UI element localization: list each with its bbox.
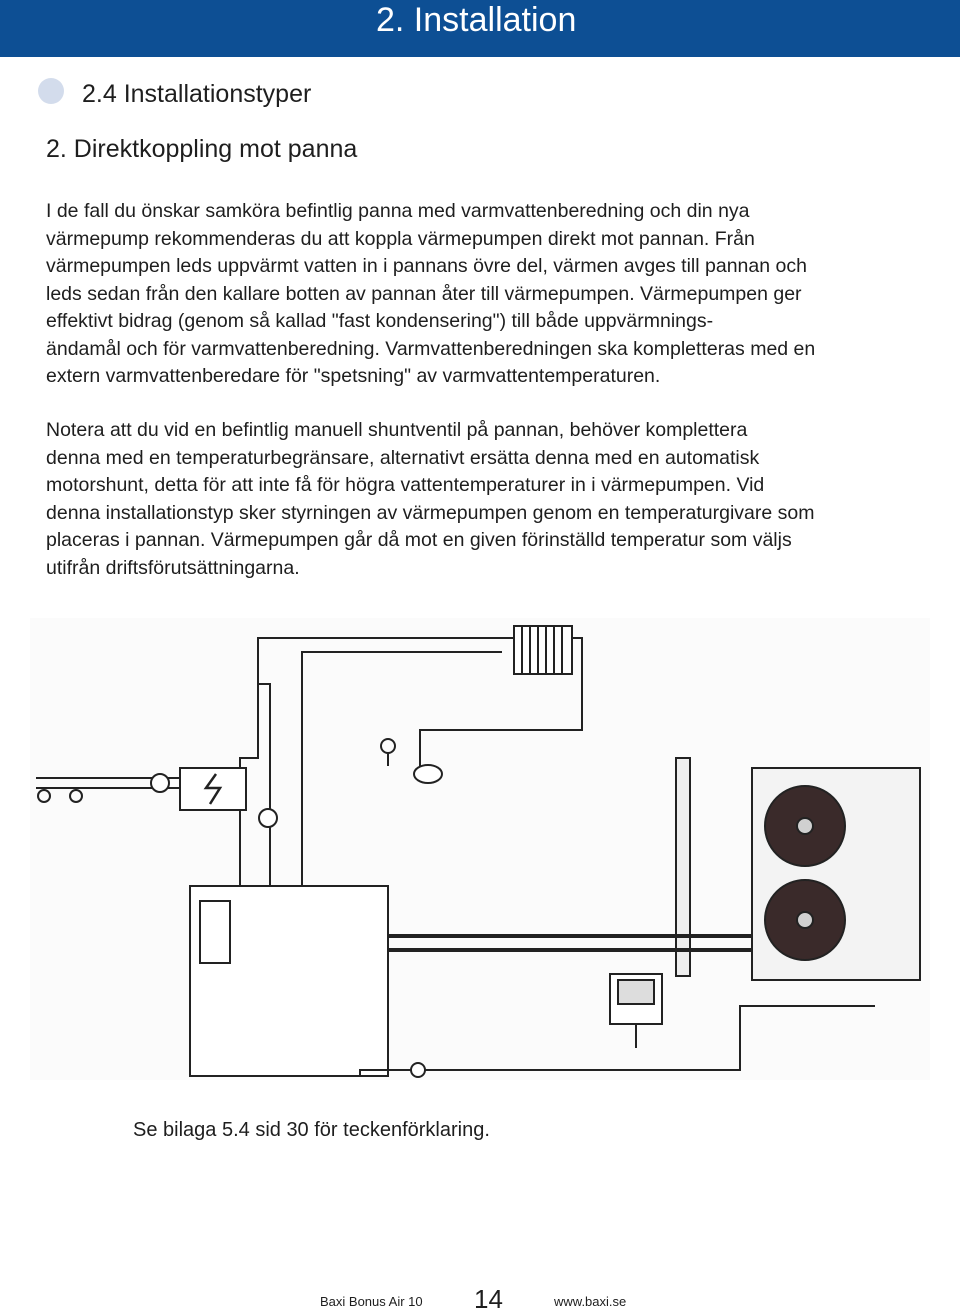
subsection-title: 2. Direktkoppling mot panna — [46, 135, 358, 163]
text-line: effektivt bidrag (genom så kallad "fast kondensering") till både uppvärmnings- — [46, 310, 714, 332]
text-line: värmepumpen leds uppvärmt vatten in i pannans övre del, värmen avges till pannan och — [46, 255, 807, 277]
text-line: extern varmvattenberedare för "spetsning" av varmvattentemperaturen. — [46, 365, 661, 387]
text-line: värmepump rekommenderas du att koppla värmepumpen direkt mot pannan. Från — [46, 227, 755, 250]
boiler-control-panel — [200, 901, 230, 963]
section-bullet-icon — [38, 78, 64, 104]
header-bar — [0, 0, 960, 57]
text-line: motorshunt, detta för att inte få för högra vattentemperaturer in i värmepumpen. Vid — [46, 474, 765, 496]
footer-website-link[interactable]: www.baxi.se — [554, 1294, 627, 1309]
text-line: Notera att du vid en befintlig manuell shuntventil på pannan, behöver komplettera — [46, 419, 748, 441]
text-line: utifrån driftsförutsättningarna. — [46, 556, 300, 579]
section-title: 2.4 Installationstyper — [82, 80, 312, 108]
shunt-valve — [151, 774, 169, 792]
footer-page-number: 14 — [474, 1284, 503, 1314]
paragraph-note — [46, 417, 926, 582]
text-line: placeras i pannan. Värmepumpen går då mot en given förinställd temperatur som väljs — [46, 529, 792, 551]
text-line: denna installationstyp sker styrningen av värmepumpen genom en temperaturgivare som — [46, 501, 815, 524]
wall — [676, 758, 690, 976]
paragraph-description — [46, 198, 926, 391]
circulation-pump — [259, 809, 277, 827]
legend-reference-note: Se bilaga 5.4 sid 30 för teckenförklaring. — [133, 1119, 490, 1141]
footer-product-name: Baxi Bonus Air 10 — [320, 1294, 423, 1309]
chapter-title: 2. Installation — [376, 1, 577, 39]
expansion-vessel — [414, 765, 442, 783]
filter — [411, 1063, 425, 1077]
text-line: leds sedan från den kallare botten av pannan åter till värmepumpen. Värmepumpen ger — [46, 282, 802, 305]
text-line: ändamål och för varmvattenberedning. Varmvattenberedningen ska kompletteras med en — [46, 337, 816, 360]
text-line: I de fall du önskar samköra befintlig panna med varmvattenberedning och din nya — [46, 200, 750, 222]
installation-schematic — [30, 618, 930, 1080]
text-line: denna med en temperaturbegränsare, alternativt ersätta denna med en automatisk — [46, 446, 760, 469]
